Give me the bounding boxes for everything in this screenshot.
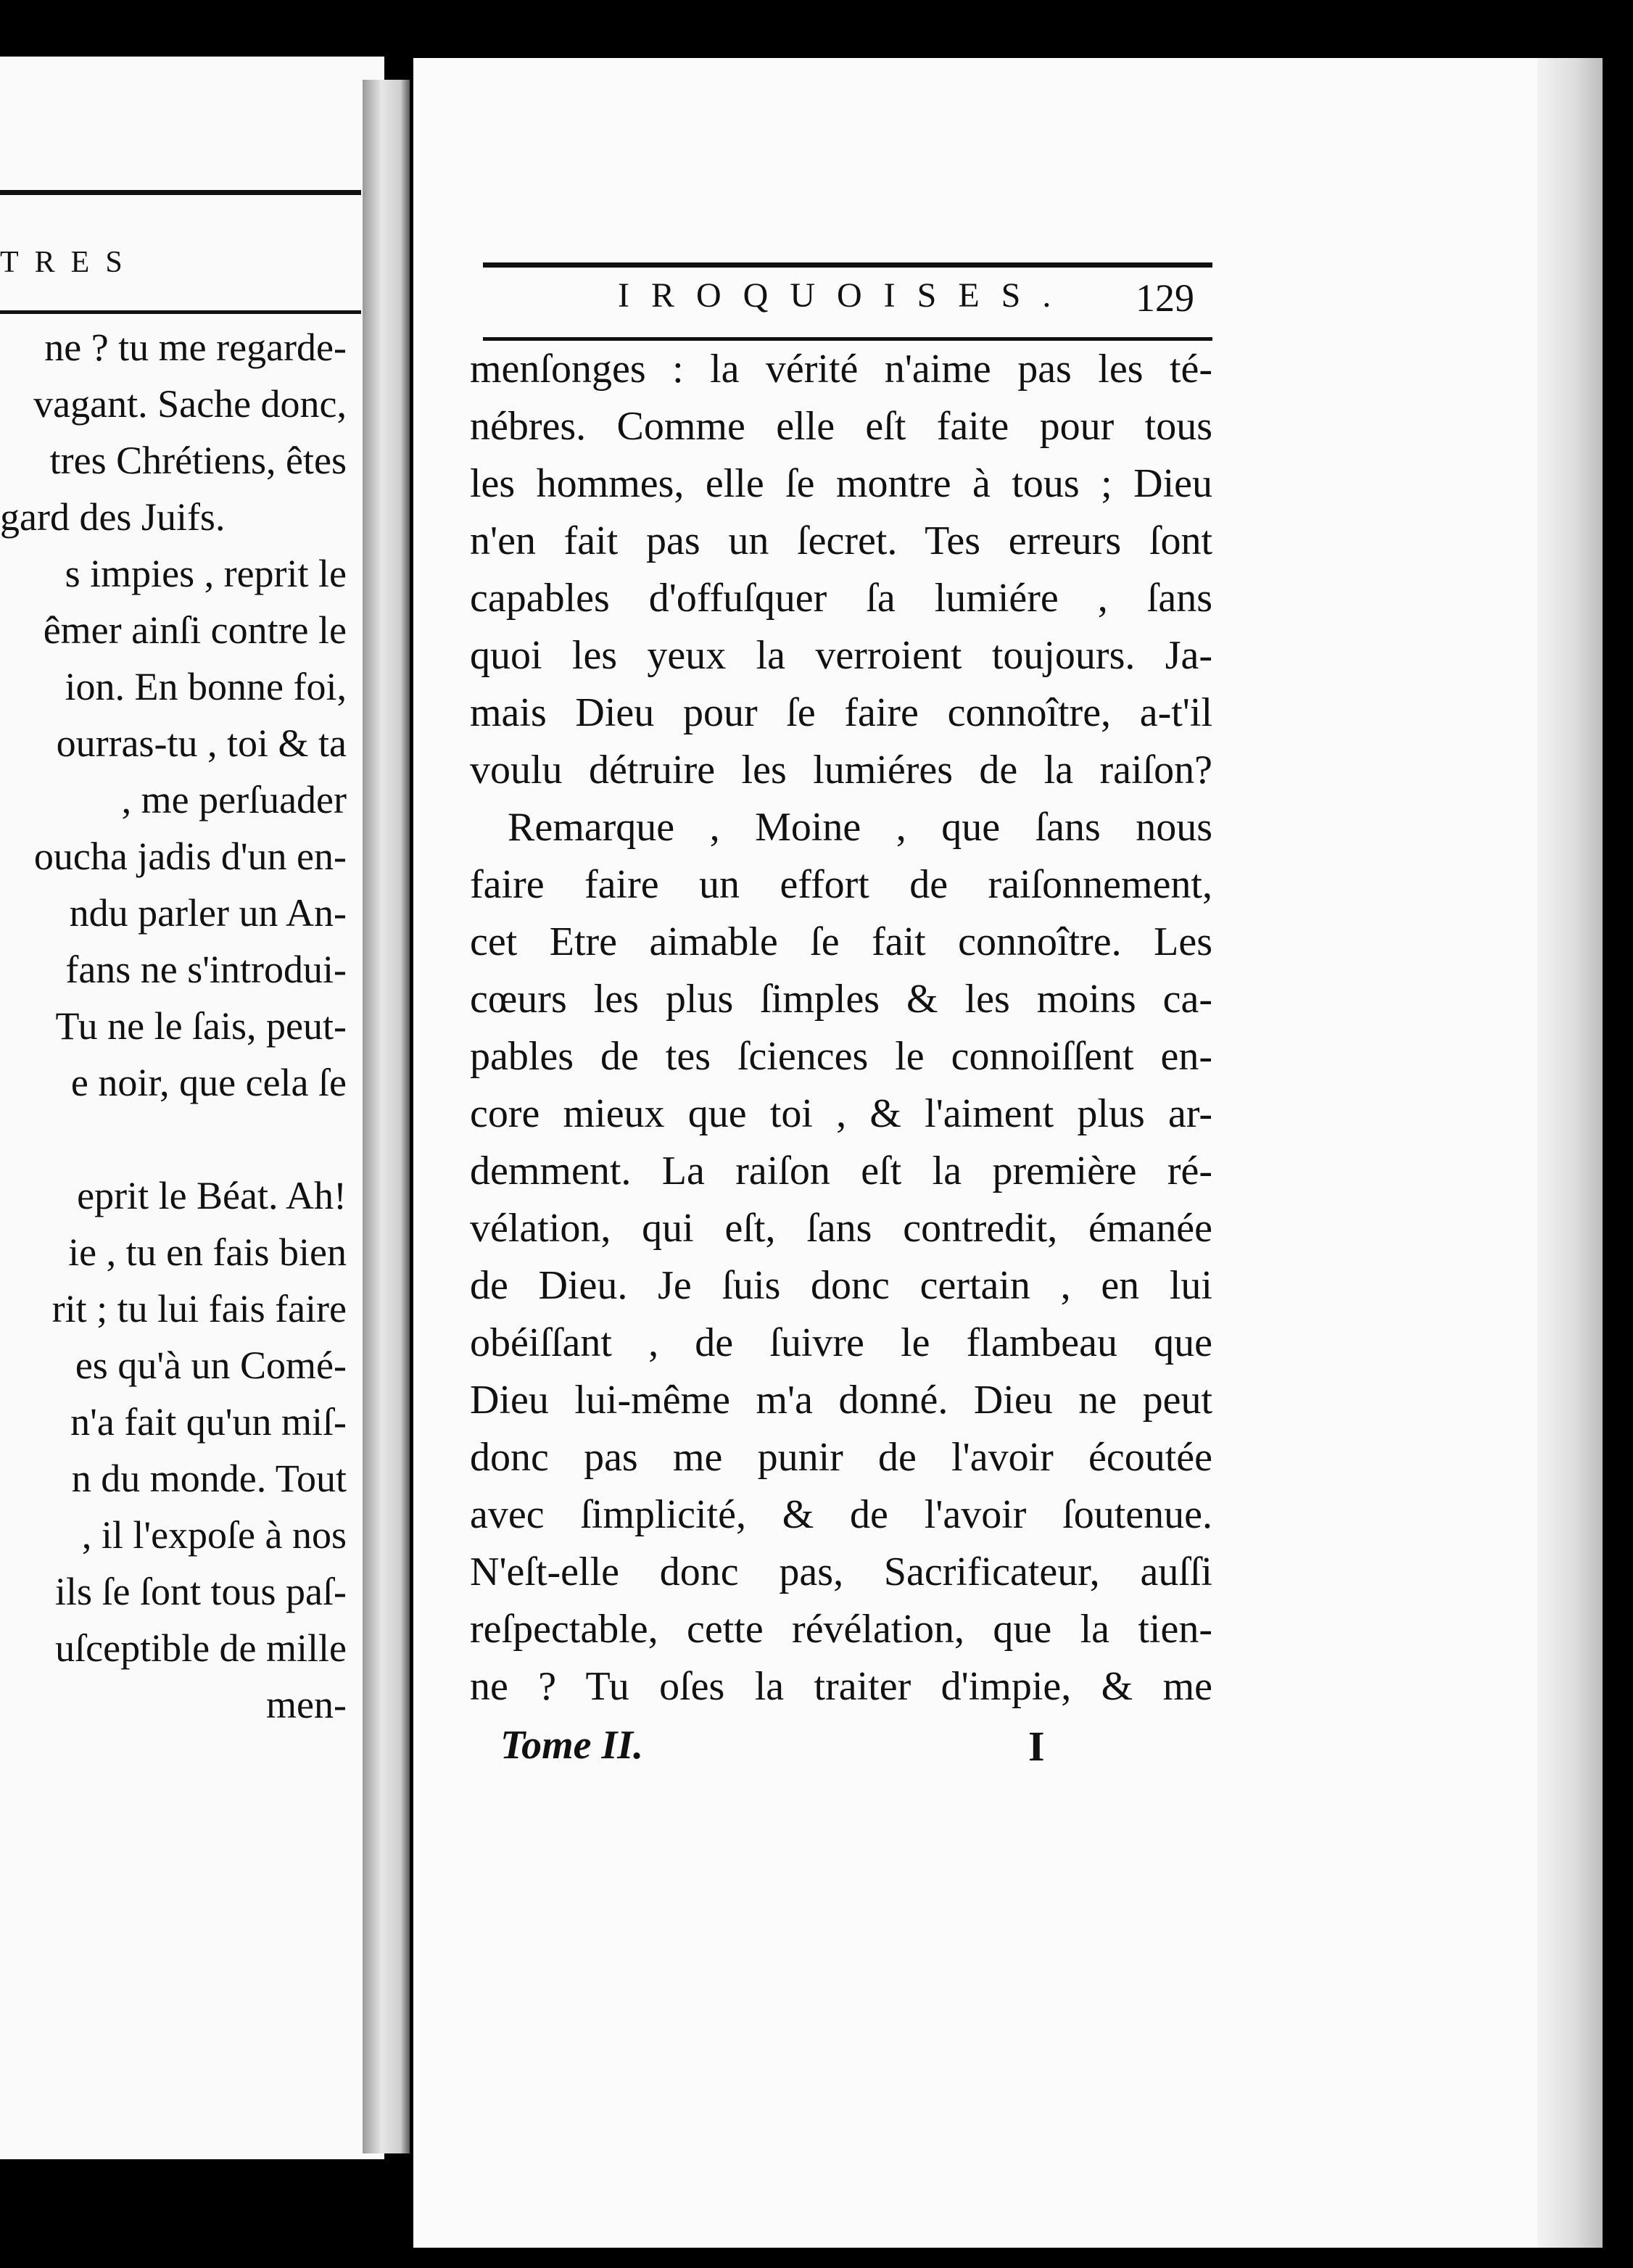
text-line: demment. La raiſon eſt la première ré- <box>470 1149 1212 1193</box>
text-line: n'a fait qu'un miſ- <box>70 1400 347 1444</box>
page-edge <box>1537 58 1603 2248</box>
text-line: fans ne s'introdui- <box>65 948 347 991</box>
right-running-head: IROQUOISES. <box>618 276 1073 315</box>
page-number: 129 <box>1136 276 1194 320</box>
right-page-text <box>470 341 1212 1716</box>
text-line: Dieu lui-même m'a donné. Dieu ne peut <box>470 1378 1212 1423</box>
paragraph-start-line: Remarque , Moine , que ſans nous <box>508 805 1212 850</box>
text-line: reſpectable, cette révélation, que la tien- <box>470 1607 1212 1652</box>
text-line: ne ? tu me regarde- <box>44 326 347 369</box>
text-line: voulu détruire les lumiéres de la raiſon? <box>470 748 1212 792</box>
text-line: N'eſt-elle donc pas, Sacrificateur, auſſi <box>470 1549 1212 1594</box>
text-line: rit ; tu lui fais faire <box>51 1287 347 1330</box>
text-line: quoi les yeux la verroient toujours. Ja- <box>470 633 1212 678</box>
right-header-rule-top <box>483 262 1212 268</box>
text-line: , il l'expoſe à nos <box>81 1513 347 1557</box>
text-line: vélation, qui eſt, ſans contredit, émanée <box>470 1206 1212 1251</box>
text-line: Tu ne le ſais, peut- <box>55 1004 347 1048</box>
left-header-rule-bottom <box>0 310 361 314</box>
text-line: menſonges : la vérité n'aime pas les té- <box>470 347 1212 392</box>
text-line: mais Dieu pour ſe faire connoître, a-t'il <box>470 690 1212 735</box>
book-gutter <box>363 80 410 2153</box>
text-line: uſceptible de mille <box>55 1626 347 1670</box>
text-line: , me perſuader <box>121 778 347 821</box>
catchword: men- <box>266 1683 347 1726</box>
text-line: obéiſſant , de ſuivre le flambeau que <box>470 1320 1212 1365</box>
text-line: faire faire un effort de raiſonnement, <box>470 862 1212 907</box>
text-line: les hommes, elle ſe montre à tous ; Dieu <box>470 461 1212 506</box>
text-line: donc pas me punir de l'avoir écoutée <box>470 1435 1212 1480</box>
text-line: cœurs les plus ſimples & les moins ca- <box>470 977 1212 1022</box>
text-line: cet Etre aimable ſe fait connoître. Les <box>470 919 1212 964</box>
text-line: de Dieu. Je ſuis donc certain , en lui <box>470 1263 1212 1308</box>
left-running-head: TRES <box>0 246 139 279</box>
text-line: ils ſe ſont tous paſ- <box>55 1570 347 1613</box>
text-line: es qu'à un Comé- <box>75 1344 347 1387</box>
text-line: oucha jadis d'un en- <box>33 835 347 878</box>
text-line: capables d'offuſquer ſa lumiére , ſans <box>470 576 1212 621</box>
text-line: n du monde. Tout <box>71 1457 347 1500</box>
text-line: core mieux que toi , & l'aiment plus ar- <box>470 1091 1212 1136</box>
text-line: ion. En bonne foi, <box>65 665 347 708</box>
text-line: s impies , reprit le <box>65 552 347 595</box>
text-line: tres Chrétiens, êtes <box>49 439 347 482</box>
left-header-rule-top <box>0 190 361 195</box>
text-line: ie , tu en fais bien <box>68 1230 347 1274</box>
gathering-mark: I <box>1028 1723 1045 1770</box>
text-line: n'en fait pas un ſecret. Tes erreurs ſont <box>470 518 1212 563</box>
text-line: nébres. Comme elle eſt faite pour tous <box>470 404 1212 449</box>
text-line: e noir, que cela ſe <box>70 1061 347 1104</box>
text-line: eprit le Béat. Ah! <box>77 1174 347 1217</box>
text-line: ndu parler un An- <box>69 891 347 935</box>
text-line: vagant. Sache donc, <box>33 382 347 426</box>
text-line <box>0 1111 347 1167</box>
text-line: êmer ainſi contre le <box>43 608 347 652</box>
text-line: ne ? Tu oſes la traiter d'impie, & me <box>470 1664 1212 1709</box>
text-line: ourras-tu , toi & ta <box>56 721 347 765</box>
text-line: pables de tes ſciences le connoiſſent en- <box>470 1034 1212 1079</box>
left-page-text <box>0 319 347 1733</box>
text-line: gard des Juifs. <box>0 495 226 539</box>
text-line: avec ſimplicité, & de l'avoir ſoutenue. <box>470 1492 1212 1537</box>
volume-signature: Tome II. <box>500 1723 644 1768</box>
